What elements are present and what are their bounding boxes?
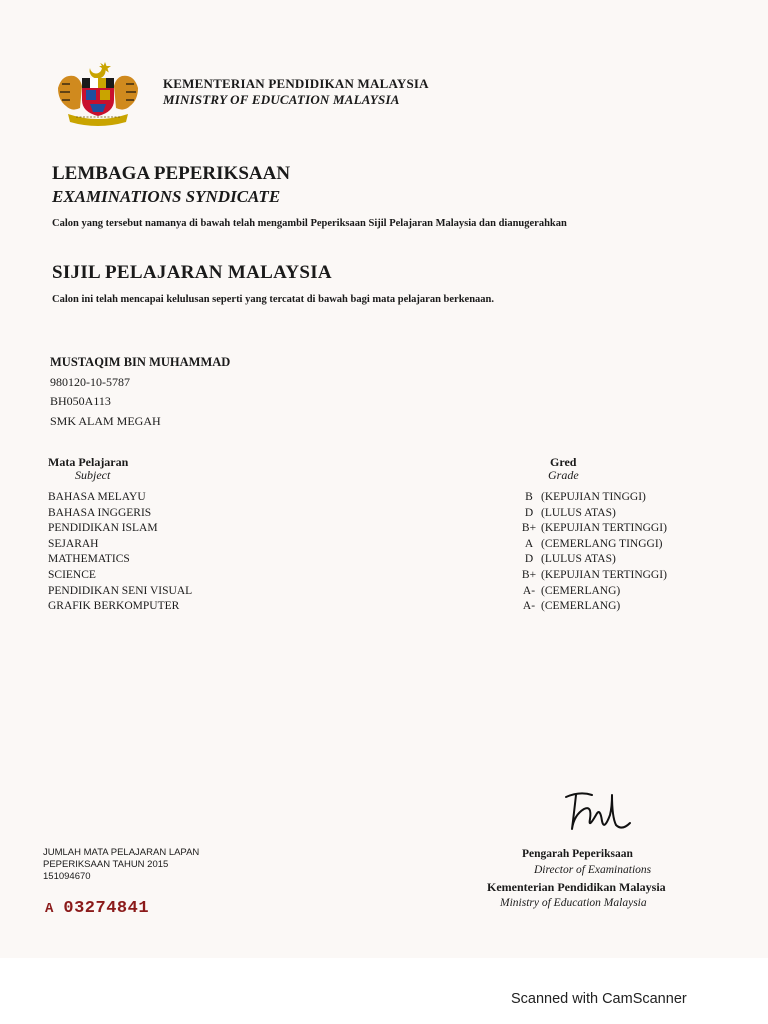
subject-name: PENDIDIKAN ISLAM: [48, 522, 158, 535]
subject-list: [48, 490, 192, 615]
serial-number: [45, 899, 149, 918]
grade-letter: A: [524, 537, 534, 550]
grade-row: [517, 506, 667, 522]
serial-prefix: A: [45, 901, 54, 917]
grade-description: (CEMERLANG TINGGI): [541, 537, 663, 550]
candidate-name: MUSTAQIM BIN MUHAMMAD: [50, 355, 231, 369]
subject-name: PENDIDIKAN SENI VISUAL: [48, 584, 193, 597]
grade-list: [517, 490, 667, 615]
subject-heading-ms: Mata Pelajaran: [48, 455, 129, 469]
grade-description: (KEPUJIAN TINGGI): [541, 491, 646, 503]
signatory-ministry-ms: Kementerian Pendidikan Malaysia: [487, 880, 666, 894]
intro-statement: Calon yang tersebut namanya di bawah telah mengambil Peperiksaan Sijil Pelajaran Malaysia dan dianugerahkan: [52, 218, 567, 229]
grade-row: [517, 568, 667, 584]
grade-row: [517, 537, 667, 553]
subject-name: SCIENCE: [48, 568, 96, 581]
director-title-en: Director of Examinations: [534, 864, 652, 876]
certificate-title: SIJIL PELAJARAN MALAYSIA: [52, 262, 332, 283]
grade-heading-en: Grade: [548, 468, 579, 482]
director-title-ms: Pengarah Peperiksaan: [522, 848, 633, 860]
syndicate-title-en: EXAMINATIONS SYNDICATE: [52, 187, 281, 206]
candidate-details: [50, 353, 230, 431]
ministry-name-en: MINISTRY OF EDUCATION MALAYSIA: [163, 92, 400, 107]
subject-name: BAHASA MELAYU: [48, 491, 146, 503]
total-subjects: JUMLAH MATA PELAJARAN LAPAN: [43, 847, 200, 858]
grade-description: (CEMERLANG): [541, 584, 621, 597]
grade-heading-ms: Gred: [550, 455, 577, 469]
grade-description: (CEMERLANG): [541, 600, 621, 613]
serial-digits: 03274841: [63, 899, 150, 918]
candidate-ic-number: 980120-10-5787: [50, 374, 130, 389]
grade-description: (KEPUJIAN TERTINGGI): [541, 522, 667, 535]
ministry-name-ms: KEMENTERIAN PENDIDIKAN MALAYSIA: [163, 76, 429, 91]
subject-name: GRAFIK BERKOMPUTER: [48, 600, 180, 613]
grade-row: [517, 584, 667, 600]
subject-name: MATHEMATICS: [48, 553, 130, 566]
exam-year: PEPERIKSAAN TAHUN 2015: [43, 859, 169, 870]
grade-description: (LULUS ATAS): [541, 553, 616, 566]
syndicate-title-ms: LEMBAGA PEPERIKSAAN: [52, 163, 291, 184]
malaysia-coat-of-arms-icon: [50, 58, 146, 128]
grade-letter: D: [524, 553, 534, 566]
subject-name: BAHASA INGGERIS: [48, 506, 152, 519]
grade-letter: B+: [521, 568, 537, 581]
grade-row: [517, 552, 667, 568]
candidate-school: SMK ALAM MEGAH: [50, 413, 161, 428]
reference-number: 151094670: [43, 871, 91, 882]
grade-row: [517, 490, 667, 506]
grade-letter: A-: [522, 584, 536, 597]
subject-name: SEJARAH: [48, 537, 99, 550]
grade-row: [517, 521, 667, 537]
signatory-ministry-en: Ministry of Education Malaysia: [500, 897, 647, 909]
subject-heading-en: Subject: [75, 468, 111, 482]
director-signature: [556, 785, 646, 850]
grade-description: (KEPUJIAN TERTINGGI): [541, 568, 667, 581]
pass-statement: Calon ini telah mencapai kelulusan seperti yang tercatat di bawah bagi mata pelajaran berkenaan.: [52, 294, 494, 305]
grade-letter: D: [524, 506, 534, 519]
exam-summary: [43, 847, 199, 883]
grade-row: [517, 599, 667, 615]
grade-letter: B: [525, 491, 533, 503]
grade-letter: A-: [522, 600, 536, 613]
candidate-index-number: BH050A113: [50, 394, 111, 408]
grade-letter: B+: [521, 522, 537, 535]
grade-description: (LULUS ATAS): [541, 506, 616, 519]
camscanner-watermark: Scanned with CamScanner: [511, 991, 687, 1007]
